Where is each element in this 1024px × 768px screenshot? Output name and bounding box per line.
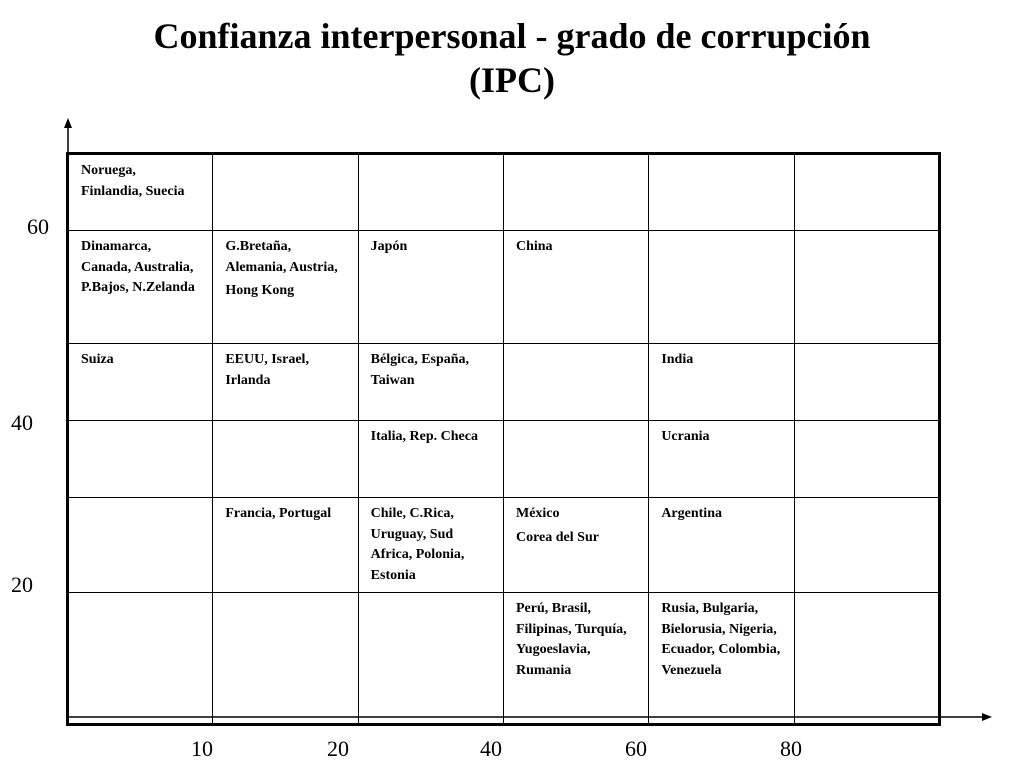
cell-text: Hong Kong bbox=[225, 283, 295, 298]
grid-row bbox=[68, 154, 940, 231]
grid-cell bbox=[649, 421, 794, 498]
grid-row bbox=[68, 344, 940, 421]
x-axis-arrow bbox=[982, 713, 992, 721]
cell-text: Ucrania bbox=[661, 429, 710, 444]
grid-cell bbox=[213, 231, 358, 344]
x-tick-10: 10 bbox=[191, 736, 213, 761]
cell-text: Bélgica, España, Taiwan bbox=[370, 352, 470, 388]
cell-text: Rusia, Bulgaria, Bielorusia, Nigeria, Ecuador, Colombia, Venezuela bbox=[661, 601, 781, 678]
cell-text: Argentina bbox=[661, 506, 722, 521]
cell-text: China bbox=[515, 239, 553, 254]
grid-cell bbox=[503, 421, 648, 498]
grid-cell bbox=[68, 421, 213, 498]
grid-row bbox=[68, 421, 940, 498]
grid-cell bbox=[794, 421, 939, 498]
grid-cell bbox=[213, 154, 358, 231]
grid-cell bbox=[358, 498, 503, 593]
cell-text: Perú, Brasil, Filipinas, Turquía, Yugoeslavia, Rumania bbox=[515, 601, 627, 678]
grid-cell bbox=[794, 231, 939, 344]
cell-text: México bbox=[515, 506, 560, 521]
grid-cell bbox=[649, 154, 794, 231]
y-tick-20: 20 bbox=[11, 572, 33, 597]
cell-text: Francia, Portugal bbox=[225, 506, 332, 521]
grid-cell bbox=[68, 593, 213, 725]
x-tick-40: 40 bbox=[480, 736, 502, 761]
grid-cell bbox=[794, 593, 939, 725]
y-tick-60: 60 bbox=[27, 214, 49, 239]
grid-cell bbox=[358, 593, 503, 725]
grid-cell bbox=[358, 231, 503, 344]
grid-cell bbox=[503, 498, 648, 593]
grid-cell bbox=[649, 344, 794, 421]
grid-row bbox=[68, 231, 940, 344]
cell-text: EEUU, Israel, Irlanda bbox=[225, 352, 309, 388]
grid-cell bbox=[649, 231, 794, 344]
cell-text: Suiza bbox=[81, 352, 114, 367]
x-tick-20: 20 bbox=[327, 736, 349, 761]
grid-cell bbox=[68, 344, 213, 421]
grid-cell bbox=[213, 344, 358, 421]
cell-text: Japón bbox=[370, 239, 408, 254]
grid-cell bbox=[503, 344, 648, 421]
cell-text: Dinamarca, Canada, Australia, P.Bajos, N.Zelanda bbox=[81, 239, 195, 295]
grid-cell bbox=[213, 498, 358, 593]
grid-cell bbox=[794, 498, 939, 593]
cell-text: G.Bretaña, Alemania, Austria, bbox=[225, 239, 338, 275]
grid-cell bbox=[68, 231, 213, 344]
cell-text: Noruega, Finlandia, Suecia bbox=[81, 163, 185, 199]
grid-cell bbox=[503, 154, 648, 231]
grid-cell bbox=[358, 421, 503, 498]
grid-cell bbox=[649, 593, 794, 725]
grid-cell bbox=[358, 154, 503, 231]
grid-cell bbox=[213, 593, 358, 725]
grid-row bbox=[68, 593, 940, 725]
grid-cell bbox=[68, 498, 213, 593]
grid-cell bbox=[68, 154, 213, 231]
title-line-1: Confianza interpersonal - grado de corrupción bbox=[153, 16, 871, 56]
grid-cell bbox=[794, 344, 939, 421]
country-grid bbox=[66, 152, 941, 726]
cell-text: Chile, C.Rica, Uruguay, Sud Africa, Polonia, Estonia bbox=[370, 506, 465, 583]
title-line-2: (IPC) bbox=[469, 60, 555, 100]
x-tick-80: 80 bbox=[780, 736, 802, 761]
x-tick-60: 60 bbox=[625, 736, 647, 761]
grid-cell bbox=[213, 421, 358, 498]
grid-cell bbox=[358, 344, 503, 421]
grid-cell bbox=[649, 498, 794, 593]
grid-cell bbox=[503, 231, 648, 344]
grid-cell bbox=[503, 593, 648, 725]
grid-cell bbox=[794, 154, 939, 231]
cell-text: India bbox=[661, 352, 694, 367]
y-tick-40: 40 bbox=[11, 410, 33, 435]
y-axis-arrow bbox=[64, 118, 72, 128]
cell-text: Corea del Sur bbox=[515, 529, 599, 545]
grid-row bbox=[68, 498, 940, 593]
cell-text: Italia, Rep. Checa bbox=[370, 429, 478, 444]
